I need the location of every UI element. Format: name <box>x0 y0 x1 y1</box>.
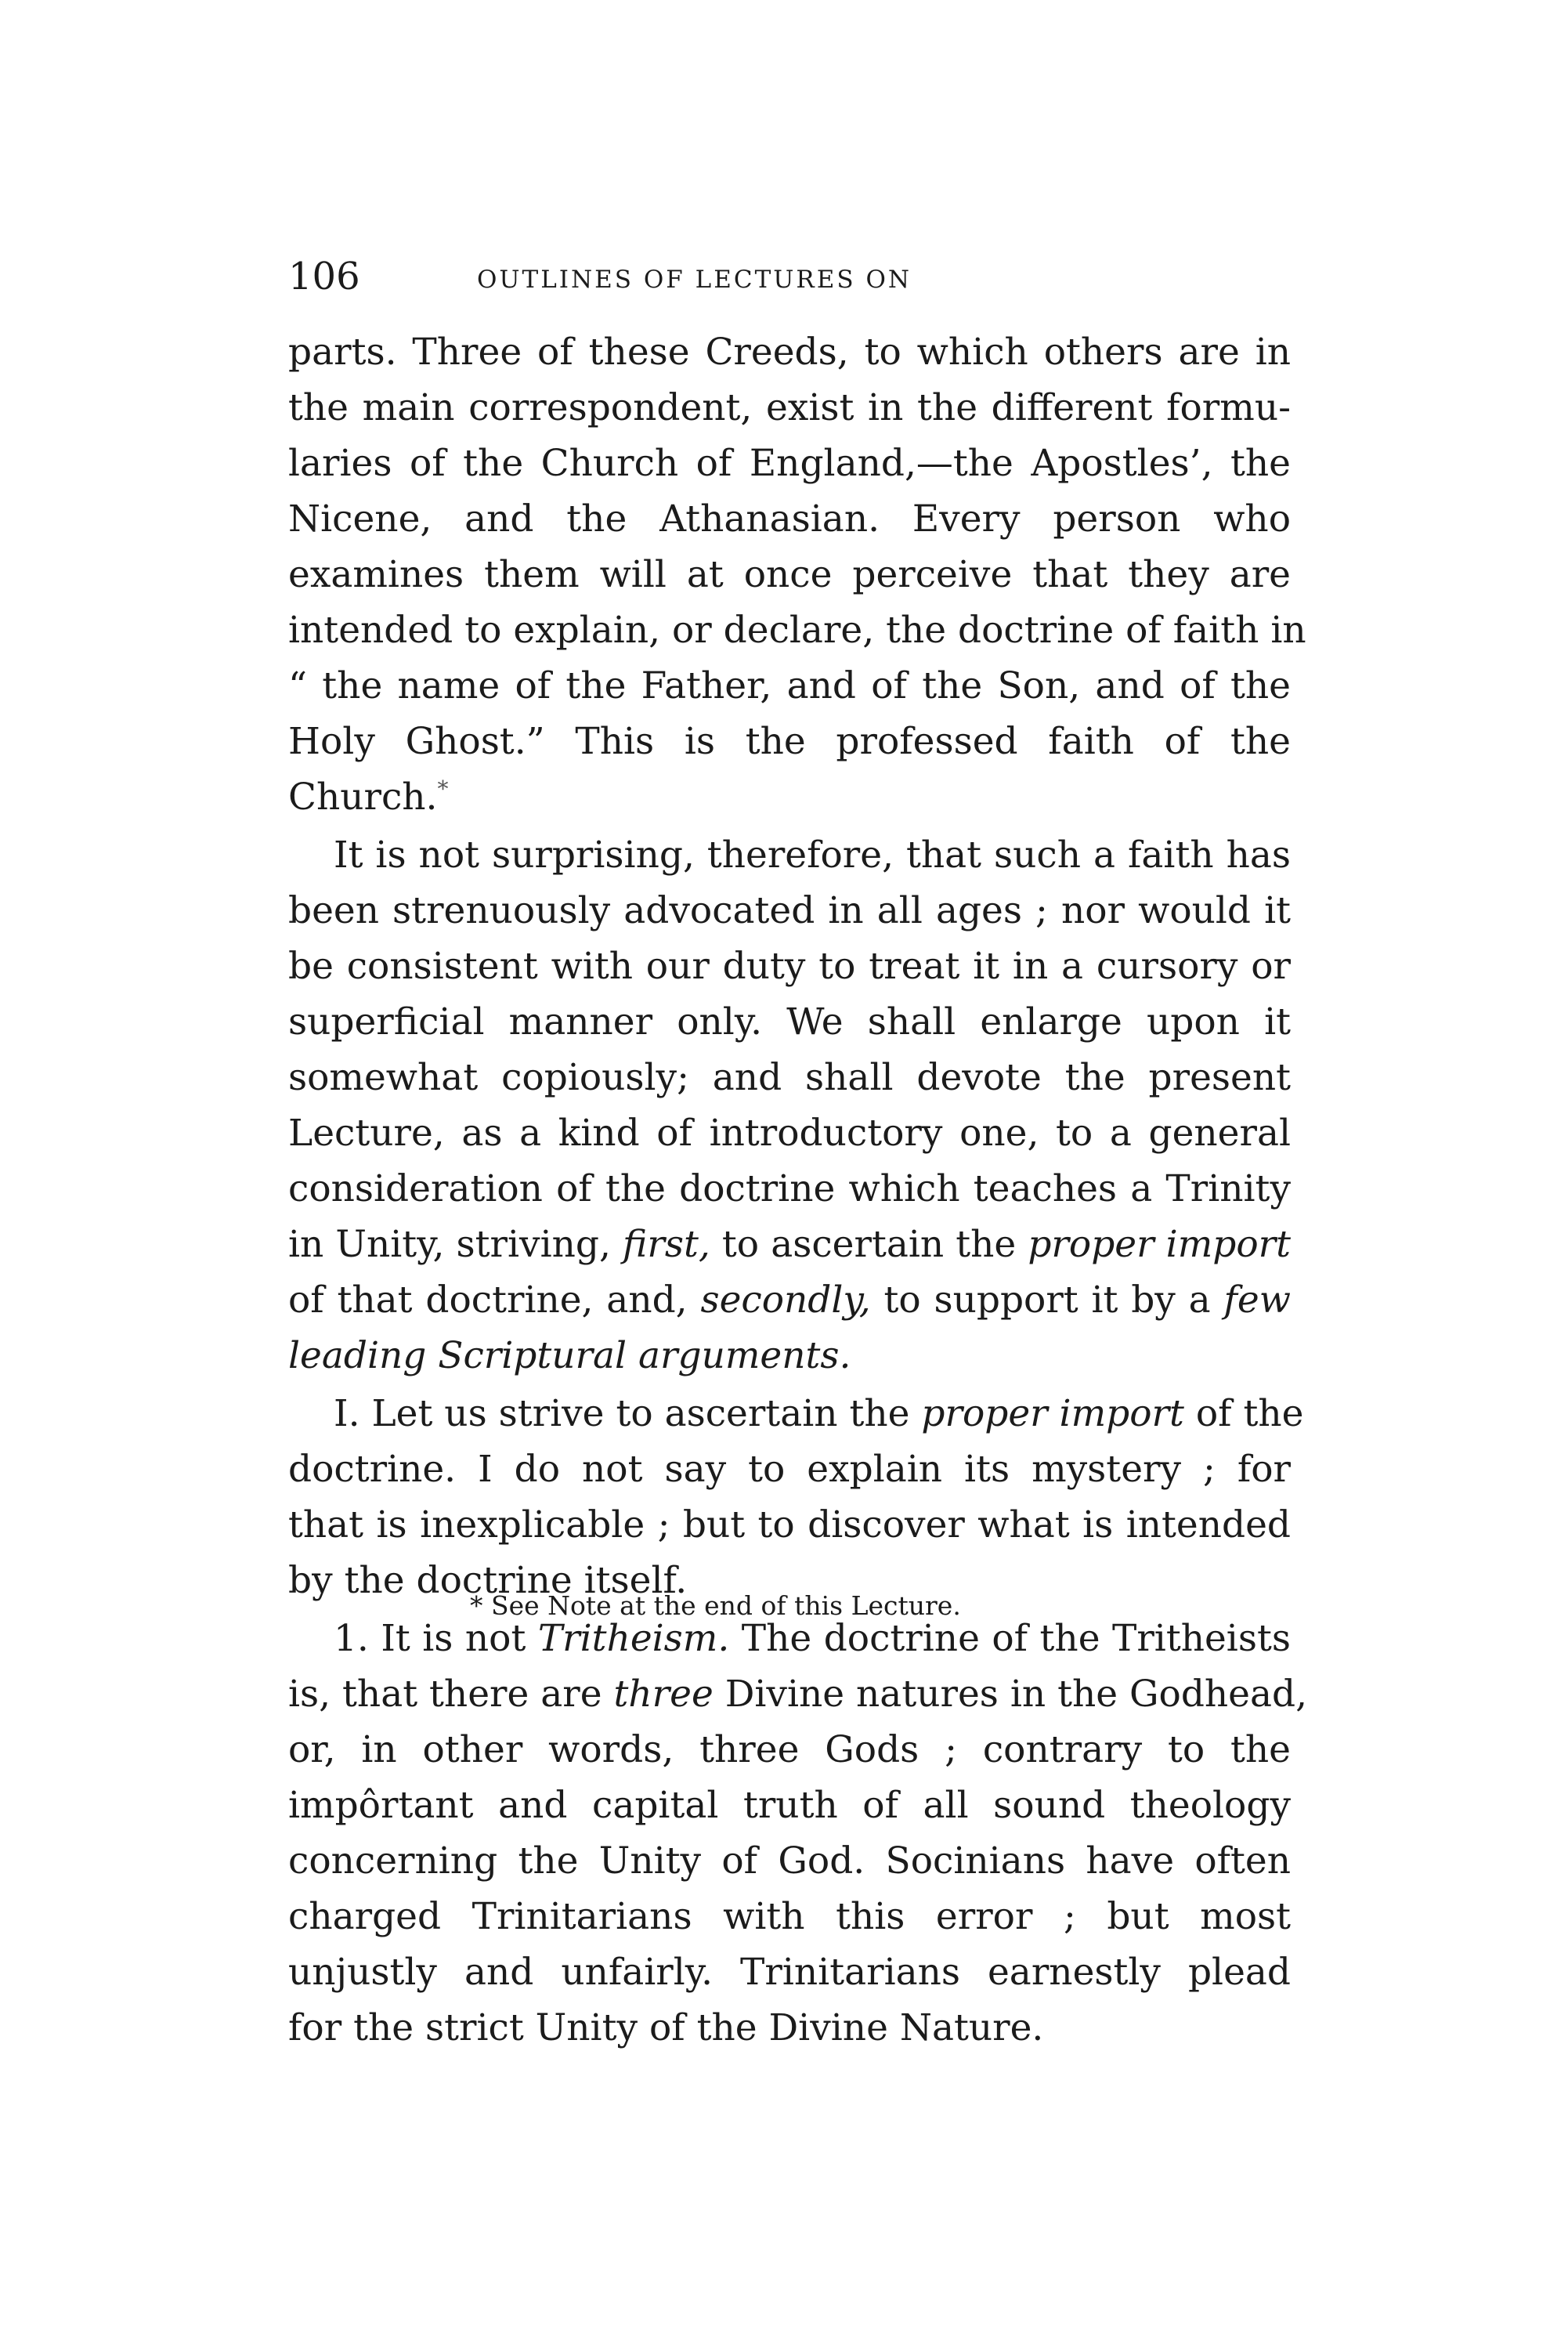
running-title: OUTLINES OF LECTURES ON <box>477 266 912 294</box>
text-segment: is, that there are <box>288 1673 602 1716</box>
body-text <box>288 324 1308 2056</box>
text-line: somewhat copiously; and shall devote the present <box>288 1056 1291 1099</box>
text-line <box>288 1272 1291 1328</box>
text-line <box>288 1386 1304 1441</box>
text-line: been strenuously advocated in all ages ; nor would it <box>288 889 1291 932</box>
text-segment: in Unity, striving, <box>288 1223 611 1266</box>
text-line: Holy Ghost.” This is the professed faith of the <box>288 720 1291 763</box>
italic-segment: Tritheism. <box>537 1617 730 1660</box>
text-line: that is inexplicable ; but to discover what is intended <box>288 1503 1291 1546</box>
page-number: 106 <box>288 255 360 298</box>
text-line: the main correspondent, exist in the different formu- <box>288 386 1291 429</box>
text-line: by the doctrine itself. <box>288 1559 688 1602</box>
text-segment: of that doctrine, and, <box>288 1279 688 1322</box>
text-segment: The doctrine of the Tritheists <box>741 1617 1291 1660</box>
italic-segment: proper import <box>921 1392 1184 1435</box>
text-segment: Church. <box>288 776 438 819</box>
italic-segment: three <box>613 1673 714 1716</box>
running-head <box>288 249 1291 304</box>
text-line: for the strict Unity of the Divine Nature. <box>288 2006 1044 2049</box>
italic-segment: secondly, <box>700 1279 871 1322</box>
text-line: It is not surprising, therefore, that such a faith has <box>334 834 1291 877</box>
text-line: charged Trinitarians with this error ; but most <box>288 1895 1291 1938</box>
text-segment: 1. It is not <box>334 1617 526 1660</box>
text-line: or, in other words, three Gods ; contrary to the <box>288 1728 1291 1771</box>
footnote: * See Note at the end of this Lecture. <box>470 1590 961 1621</box>
text-line <box>288 769 1291 825</box>
italic-segment: leading Scriptural arguments. <box>288 1334 851 1377</box>
text-line: laries of the Church of England,—the Apostles’, the <box>288 442 1291 485</box>
text-line: Nicene, and the Athanasian. Every person who <box>288 497 1291 541</box>
text-line: “ the name of the Father, and of the Son, and of the <box>288 664 1291 707</box>
text-line <box>288 1328 1291 1383</box>
text-line: concerning the Unity of God. Socinians have often <box>288 1839 1291 1883</box>
text-segment: to ascertain the <box>721 1223 1017 1266</box>
text-line: be consistent with our duty to treat it in a cursory or <box>288 945 1291 988</box>
text-line: Lecture, as a kind of introductory one, to a general <box>288 1112 1291 1155</box>
italic-segment: first, <box>623 1223 710 1266</box>
text-line: impôrtant and capital truth of all sound theology <box>288 1784 1291 1827</box>
text-line: intended to explain, or declare, the doctrine of faith in <box>288 609 1306 652</box>
text-line: parts. Three of these Creeds, to which others are in <box>288 331 1291 374</box>
footnote-marker: * <box>437 776 449 802</box>
text-line: doctrine. I do not say to explain its mystery ; for <box>288 1448 1291 1491</box>
italic-segment: few <box>1223 1279 1291 1322</box>
text-segment: Divine natures in the Godhead, <box>724 1673 1308 1716</box>
text-line: consideration of the doctrine which teaches a Trinity <box>288 1167 1291 1210</box>
text-segment: to support it by a <box>883 1279 1211 1322</box>
text-line: unjustly and unfairly. Trinitarians earnestly plead <box>288 1951 1291 1994</box>
text-line: examines them will at once perceive that they are <box>288 553 1291 596</box>
text-segment: of the <box>1195 1392 1304 1435</box>
text-line <box>288 1666 1308 1722</box>
text-segment: I. Let us strive to ascertain the <box>334 1392 910 1435</box>
text-line <box>288 1217 1291 1272</box>
text-line: superficial manner only. We shall enlarge upon it <box>288 1000 1291 1043</box>
italic-segment: proper import <box>1028 1223 1291 1266</box>
